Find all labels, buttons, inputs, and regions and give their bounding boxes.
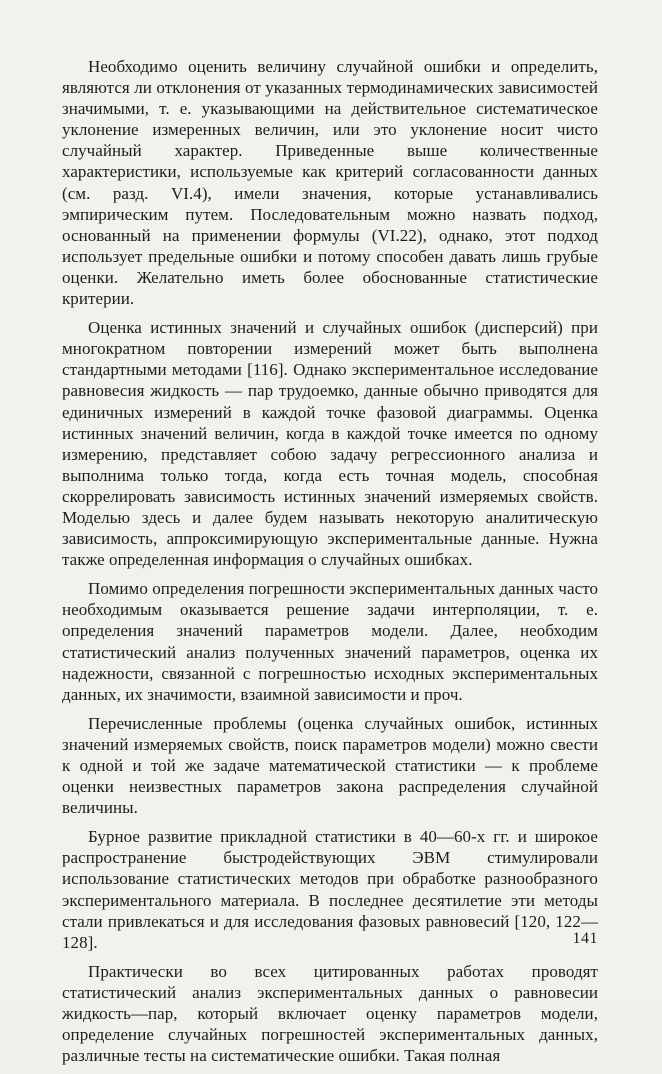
paragraph-3: Помимо определения погрешности экспериментальных данных часто необходимым оказывается решение задачи интерполяции, т. е. определения значений параметров модели. Далее, необходим статистический анализ полученных значений параметров, оценка их надежности, связанной с погрешностью исходных экспериментальных данных, их значимости, взаимной зависимости и проч. [62,579,598,704]
paragraph-6: Практически во всех цитированных работах проводят статистический анализ экспериментальных данных о равновесии жидкость—пар, который включает оценку параметров модели, определение случайных погрешностей экспериментальных данных, различные тесты на систематические ошибки. Такая полная [62,961,598,1066]
paragraph-1: Необходимо оценить величину случайной ошибки и определить, являются ли отклонения от указанных термодинамических зависимостей значимыми, т. е. указывающими на действительное систематическое уклонение измеренных величин, или это уклонение носит чисто случайный характер. Приведенные выше количественные характеристики, используемые как критерий согласованности данных (см. разд. VI.4), имели значения, которые устанавливались эмпирическим путем. Последовательным можно назвать подход, основанный на применении формулы (VI.22), однако, этот подход использует предельные ошибки и потому способен давать лишь грубые оценки. Желательно иметь более обоснованные статистические критерии. [62,57,598,309]
paragraph-2: Оценка истинных значений и случайных ошибок (дисперсий) при многократном повторении измерений может быть выполнена стандартными методами [116]. Однако экспериментальное исследование равновесия жидкость — пар трудоемко, данные обычно приводятся для единичных измерений в каждой точке фазовой диаграммы. Оценка истинных значений величин, когда в каждой точке имеется по одному измерению, представляет собою задачу регрессионного анализа и выполнима только тогда, когда есть точная модель, способная скоррелировать зависимость истинных значений измеряемых свойств. Моделью здесь и далее будем называть некоторую аналитическую зависимость, аппроксимирующую экспериментальные данные. Нужна также определенная информация о случайных ошибках. [62,318,598,570]
paragraph-5: Бурное развитие прикладной статистики в 40—60-х гг. и широкое распространение быстродействующих ЭВМ стимулировали использование статистических методов при обработке разнообразного экспериментального материала. В последнее десятилетие эти методы стали привлекаться и для исследования фазовых равновесий [120, 122—128]. [62,827,598,952]
body-text [62,56,598,1074]
paragraph-4: Перечисленные проблемы (оценка случайных ошибок, истинных значений измеряемых свойств, поиск параметров модели) можно свести к одной и той же задаче математической статистики — к проблеме оценки неизвестных параметров закона распределения случайной величины. [62,713,598,818]
page-number: 141 [572,930,598,947]
